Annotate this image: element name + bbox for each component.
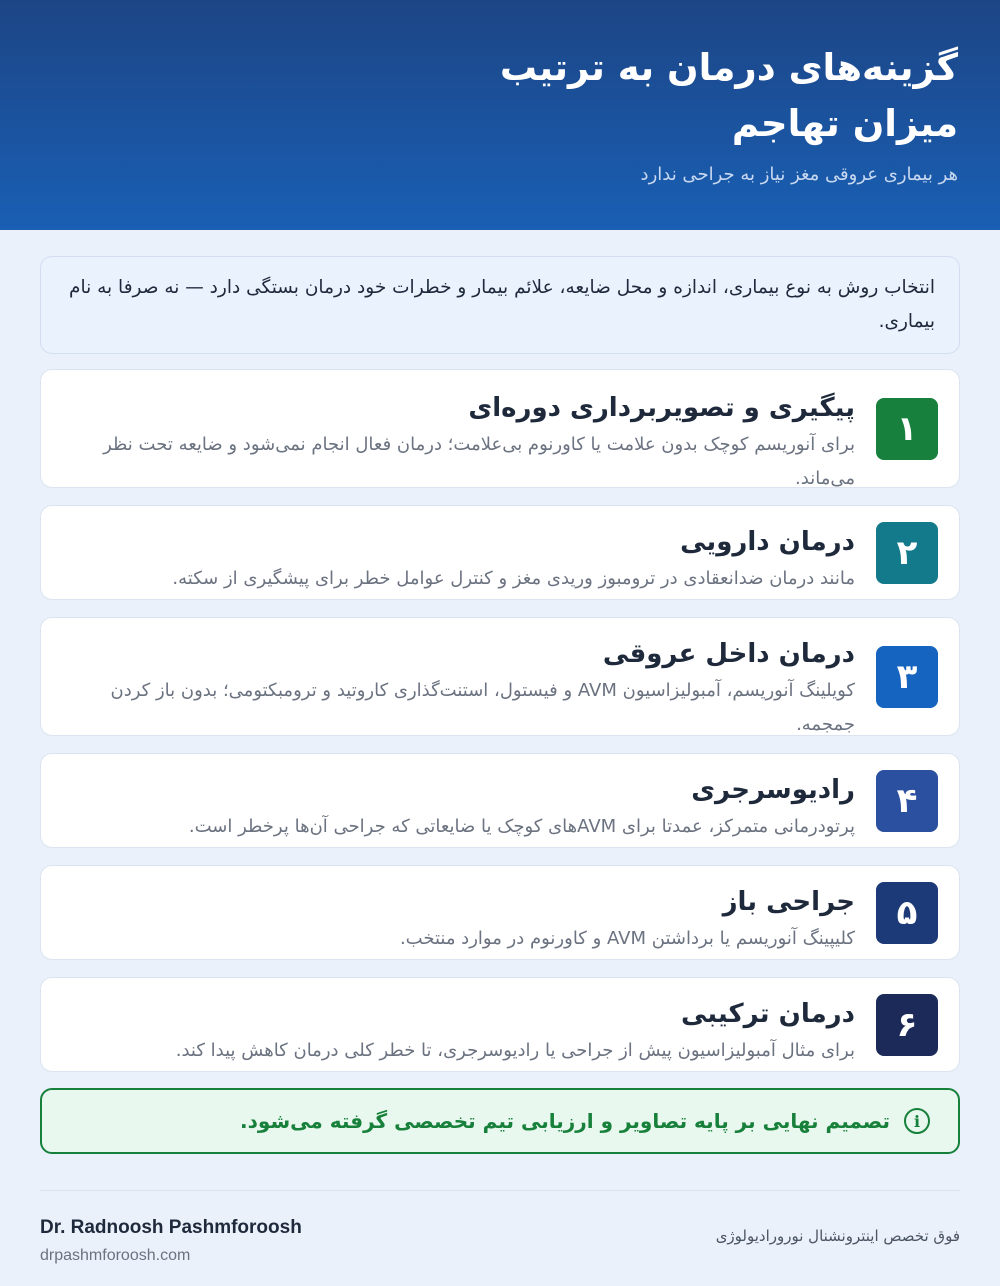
page-title: گزینه‌های درمان به ترتیب میزان تهاجم bbox=[499, 46, 958, 145]
treatment-card-5 bbox=[40, 865, 960, 960]
treatment-title: درمان داخل عروقی bbox=[602, 639, 855, 669]
footer bbox=[40, 1190, 960, 1286]
step-number-badge: ۴ bbox=[876, 770, 938, 832]
treatment-card-3 bbox=[40, 617, 960, 736]
doctor-specialty: فوق تخصص اینترونشنال نورورادیولوژی bbox=[715, 1227, 960, 1245]
treatment-title: جراحی باز bbox=[722, 887, 855, 917]
final-decision-note bbox=[40, 1088, 960, 1154]
step-number-badge: ۲ bbox=[876, 522, 938, 584]
treatment-description: کویلینگ آنوریسم، آمبولیزاسیون AVM و فیستول، استنت‌گذاری کاروتید و ترومبکتومی؛ بدون باز کردن جمجمه. bbox=[110, 680, 855, 735]
treatment-card-1 bbox=[40, 369, 960, 488]
treatment-description: برای مثال آمبولیزاسیون پیش از جراحی یا رادیوسرجری، تا خطر کلی درمان کاهش پیدا کند. bbox=[175, 1040, 855, 1061]
treatment-description: کلیپینگ آنوریسم یا برداشتن AVM و کاورنوم در موارد منتخب. bbox=[399, 928, 855, 949]
step-number-badge: ۱ bbox=[876, 398, 938, 460]
info-icon: i bbox=[904, 1108, 930, 1134]
doctor-name: Dr. Radnoosh Pashmforoosh bbox=[40, 1217, 302, 1238]
page-subtitle: هر بیماری عروقی مغز نیاز به جراحی ندارد bbox=[640, 164, 958, 185]
note-text: تصمیم نهایی بر پایه تصاویر و ارزیابی تیم تخصصی گرفته می‌شود. bbox=[240, 1109, 890, 1133]
treatment-description: پرتودرمانی متمرکز، عمدتا برای AVMهای کوچک یا ضایعاتی که جراحی آن‌ها پرخطر است. bbox=[188, 816, 855, 837]
website-link[interactable]: drpashmforoosh.com bbox=[40, 1247, 191, 1264]
treatment-title: درمان دارویی bbox=[680, 527, 855, 557]
treatment-description: برای آنوریسم کوچک بدون علامت یا کاورنوم بی‌علامت؛ درمان فعال انجام نمی‌شود و ضایعه تحت نظر می‌ماند. bbox=[103, 434, 855, 489]
step-number-badge: ۵ bbox=[876, 882, 938, 944]
header bbox=[0, 0, 1000, 230]
step-number-badge: ۶ bbox=[876, 994, 938, 1056]
treatment-card-6 bbox=[40, 977, 960, 1072]
step-number-badge: ۳ bbox=[876, 646, 938, 708]
treatment-card-4 bbox=[40, 753, 960, 848]
treatment-card-2 bbox=[40, 505, 960, 600]
treatment-description: مانند درمان ضدانعقادی در ترومبوز وریدی مغز و کنترل عوامل خطر برای پیشگیری از سکته. bbox=[172, 568, 855, 589]
intro-text: انتخاب روش به نوع بیماری، اندازه و محل ضایعه، علائم بیمار و خطرات خود درمان بستگی دارد — نه صرفا به نام بیماری. bbox=[68, 277, 935, 332]
intro-box bbox=[40, 256, 960, 354]
treatment-title: پیگیری و تصویربرداری دوره‌ای bbox=[468, 393, 855, 423]
treatment-title: رادیوسرجری bbox=[691, 775, 855, 805]
treatment-title: درمان ترکیبی bbox=[680, 999, 855, 1029]
